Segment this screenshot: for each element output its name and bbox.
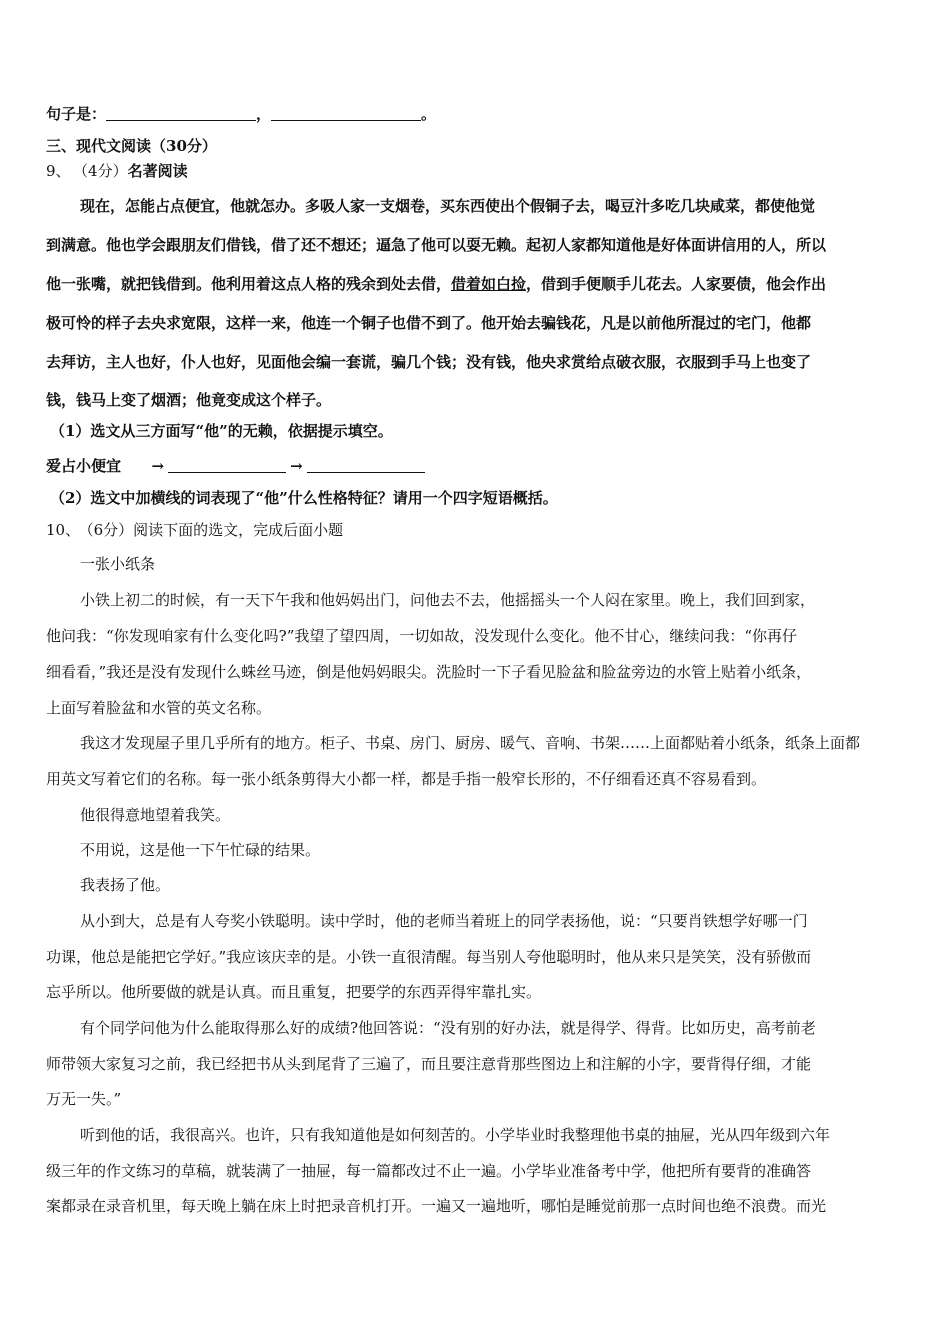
article-line: 听到他的话，我很高兴。也许，只有我知道他是如何刻苦的。小学毕业时我整理他书桌的抽屉，光从四年级到六年	[80, 1126, 831, 1144]
answer-blank[interactable]	[271, 106, 421, 121]
arrow-icon: →	[290, 457, 303, 475]
article-line: 级三年的作文练习的草稿，就装满了一抽屉，每一篇都改过不止一遍。小学毕业准备考中学，他把所有要背的准确答	[46, 1162, 812, 1180]
answer-blank[interactable]	[307, 458, 425, 473]
article-line: 不用说，这是他一下午忙碌的结果。	[80, 841, 321, 859]
question-instruction: 阅读下面的选文，完成后面小题	[133, 521, 344, 539]
question-9-header	[46, 161, 188, 181]
passage-line: 去拜访，主人也好，仆人也好，见面他会编一套谎，骗几个钱；没有钱，他央求赏给点破衣服，衣服到手马上也变了	[46, 353, 812, 371]
article-line: 细看看，”我还是没有发现什么蛛丝马迹，倒是他妈妈眼尖。洗脸时一下子看见脸盆和脸盆旁边的水管上贴着小纸条，	[46, 663, 812, 681]
passage-line: 极可怜的样子去央求宽限，这样一来，他连一个铜子也借不到了。他开始去骗钱花，凡是以前他所混过的宅门，他都	[46, 314, 812, 332]
article-line: 我表扬了他。	[80, 876, 171, 894]
passage-line: 钱，钱马上变了烟酒；他竟变成这个样子。	[46, 391, 332, 409]
passage-line: 到满意。他也学会跟朋友们借钱，借了还不想还；逼急了他可以耍无赖。起初人家都知道他是好体面讲信用的人，所以	[46, 236, 827, 254]
article-line: 小铁上初二的时候，有一天下午我和他妈妈出门，问他去不去，他摇摇头一个人闷在家里。晚上，我们回到家，	[80, 591, 816, 609]
section-heading: 三、现代文阅读（30分）	[46, 137, 217, 155]
article-title: 一张小纸条	[80, 555, 156, 573]
arrow-icon: →	[151, 457, 165, 475]
article-line: 从小到大，总是有人夸奖小铁聪明。读中学时，他的老师当着班上的同学表扬他，说：“只要肖铁想学好哪一门	[80, 912, 808, 930]
article-line: 有个同学问他为什么能取得那么好的成绩?他回答说：“没有别的好办法，就是得学、得背。比如历史，高考前老	[80, 1019, 816, 1037]
answer-blank[interactable]	[168, 458, 286, 473]
sub-question-2: （2）选文中加横线的词表现了“他”什么性格特征？请用一个四字短语概括。	[50, 489, 558, 507]
article-line: 功课，他总是能把它学好。”我应该庆幸的是。小铁一直很清醒。每当别人夸他聪明时，他从来只是笑笑，没有骄傲而	[46, 948, 812, 966]
hint-fill-line	[46, 456, 425, 476]
sentence-answer-line	[46, 104, 436, 124]
article-line: 万无一失。”	[46, 1090, 122, 1108]
question-number: 9、	[46, 162, 71, 180]
article-line: 师带领大家复习之前，我已经把书从头到尾背了三遍了，而且要注意背那些图边上和注解的小字，要背得仔细，才能	[46, 1055, 812, 1073]
sentence-label: 句子是：	[46, 105, 107, 123]
question-title: 名著阅读	[127, 162, 188, 180]
passage-text: 他一张嘴，就把钱借到。他利用着这点人格的残余到处去借，	[46, 275, 452, 293]
article-line: 用英文写着它们的名称。每一张小纸条剪得大小都一样，都是手指一般窄长形的，不仔细看还真不容易看到。	[46, 770, 767, 788]
article-line: 上面写着脸盆和水管的英文名称。	[46, 699, 272, 717]
comma: ，	[256, 105, 272, 123]
article-line: 我这才发现屋子里几乎所有的地方。柜子、书桌、房门、厨房、暖气、音响、书架……上面都贴着小纸条，纸条上面都	[80, 734, 861, 752]
underlined-phrase: 借着如白捡	[451, 275, 527, 293]
question-points: （4分）	[80, 162, 128, 180]
article-line: 他很得意地望着我笑。	[80, 806, 231, 824]
passage-line: 现在，怎能占点便宜，他就怎办。多吸人家一支烟卷，买东西使出个假铜子去，喝豆汁多吃几块咸菜，都使他觉	[80, 197, 816, 215]
article-line: 他问我：“你发现咱家有什么变化吗?”我望了望四周，一切如故，没发现什么变化。他不甘心，继续问我：“你再仔	[46, 627, 798, 645]
answer-blank[interactable]	[106, 106, 256, 121]
question-10-header	[46, 520, 343, 540]
sub-question-1: （1）选文从三方面写“他”的无赖，依据提示填空。	[50, 422, 393, 440]
article-line: 忘乎所以。他所要做的就是认真。而且重复，把要学的东西弄得牢靠扎实。	[46, 983, 542, 1001]
question-points: （6分）	[86, 521, 134, 539]
hint-start: 爱占小便宜	[46, 457, 122, 475]
passage-text: ，借到手便顺手儿花去。人家要债，他会作出	[526, 275, 827, 293]
period: 。	[421, 105, 437, 123]
article-line: 案都录在录音机里，每天晚上躺在床上时把录音机打开。一遍又一遍地听，哪怕是睡觉前那一点时间也绝不浪费。而光	[46, 1197, 827, 1215]
passage-line	[46, 274, 826, 294]
question-number: 10、	[46, 521, 81, 539]
